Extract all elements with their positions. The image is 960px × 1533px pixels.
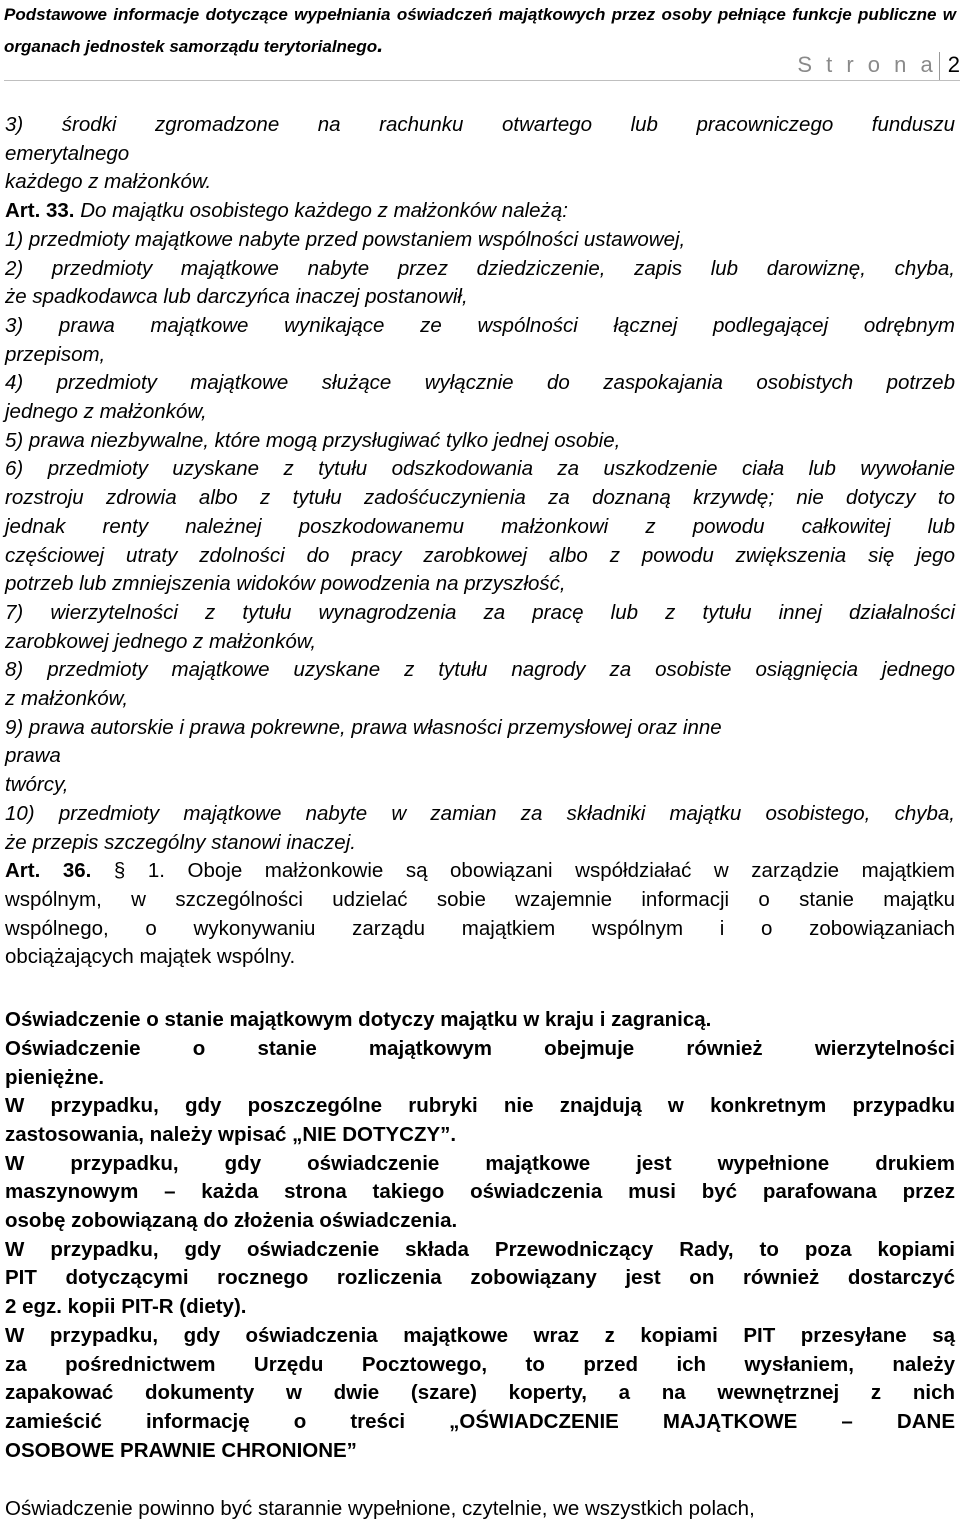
instruction-line: W przypadku, gdy poszczególne rubryki nie znajdują w konkretnym przypadku — [5, 1094, 955, 1118]
list-item: potrzeb lub zmniejszenia widoków powodzenia na przyszłość, — [5, 572, 566, 596]
list-item: częściowej utraty zdolności do pracy zarobkowej albo z powodu zwiększenia się jego — [5, 543, 955, 567]
list-item: twórcy, — [5, 773, 69, 797]
text-line: 3) środki zgromadzone na rachunku otwartego lub pracowniczego funduszu — [5, 113, 955, 136]
closing-paragraph — [5, 1495, 955, 1524]
article-36-heading: Art. 36. § 1. Oboje małżonkowie są obowiązani współdziałać w zarządzie majątkiem — [5, 859, 955, 883]
list-item: 7) wierzytelności z tytułu wynagrodzenia za pracę lub z tytułu innej działalności — [5, 600, 955, 624]
instruction-line: za pośrednictwem Urzędu Pocztowego, to przed ich wysłaniem, należy — [5, 1352, 955, 1376]
article-label: Art. 36. — [5, 859, 92, 883]
list-item: że spadkodawca lub darczyńca inaczej postanowił, — [5, 285, 468, 309]
text-line: emerytalnego — [5, 141, 130, 165]
instruction-line: pieniężne. — [5, 1065, 105, 1089]
page-separator — [939, 52, 940, 80]
list-item: 8) przedmioty majątkowe uzyskane z tytułu nagrody za osobiste osiągnięcia jednego — [5, 658, 955, 682]
text-line: Oświadczenie powinno być starannie wypełnione, czytelnie, we wszystkich polach, — [5, 1497, 755, 1521]
instruction-line: osobę zobowiązaną do złożenia oświadczenia. — [5, 1209, 458, 1233]
text-line: wspólnym, w szczególności udzielać sobie wzajemnie informacji o stanie majątku — [5, 887, 955, 911]
article-31-fragment — [5, 111, 955, 197]
instruction-line: zapakować dokumenty w dwie (szare) koperty, a na wewnętrznej z nich — [5, 1381, 955, 1405]
article-label: Art. 33. — [5, 199, 75, 223]
list-item: 5) prawa niezbywalne, które mogą przysługiwać tylko jednej osobie, — [5, 428, 621, 452]
list-item: 3) prawa majątkowe wynikające ze wspólności łącznej podlegającej odrębnym — [5, 313, 955, 337]
instruction-line: Oświadczenie o stanie majątkowym obejmuje również wierzytelności — [5, 1036, 955, 1060]
list-item: 10) przedmioty majątkowe nabyte w zamian za składniki majątku osobistego, chyba, — [5, 801, 955, 825]
page-number-indicator — [797, 50, 960, 80]
list-item: 6) przedmioty uzyskane z tytułu odszkodowania za uszkodzenie ciała lub wywołanie — [5, 457, 955, 481]
list-item: że przepis szczególny stanowi inaczej. — [5, 830, 356, 854]
instruction-line: Oświadczenie o stanie majątkowym dotyczy majątku w kraju i zagranicą. — [5, 1008, 712, 1032]
section-label: § 1. — [91, 859, 165, 883]
instruction-line: W przypadku, gdy oświadczenia majątkowe wraz z kopiami PIT przesyłane są — [5, 1323, 955, 1347]
list-item: 4) przedmioty majątkowe służące wyłącznie do zaspokajania osobistych potrzeb — [5, 371, 955, 395]
instruction-line: OSOBOWE PRAWNIE CHRONIONE” — [5, 1438, 357, 1462]
text-line: obciążających majątek wspólny. — [5, 945, 296, 969]
instruction-line: W przypadku, gdy oświadczenie majątkowe jest wypełnione drukiem — [5, 1151, 955, 1175]
list-item: 2) przedmioty majątkowe nabyte przez dziedziczenie, zapis lub darowiznę, chyba, — [5, 256, 955, 280]
list-item: jednego z małżonków, — [5, 400, 207, 424]
page-label: S t r o n a — [797, 52, 937, 77]
list-item: jednak renty należnej poszkodowanemu małżonkowi z powodu całkowitej lub — [5, 514, 955, 538]
text-line: wspólnego, o wykonywaniu zarządu majątkiem wspólnym i o zobowiązaniach — [5, 916, 955, 940]
instruction-line: W przypadku, gdy oświadczenie składa Przewodniczący Rady, to poza kopiami — [5, 1237, 955, 1261]
filling-instructions — [5, 1006, 955, 1465]
list-item: 9) prawa autorskie i prawa pokrewne, prawa własności przemysłowej oraz inne — [5, 715, 722, 739]
instruction-line: maszynowym – każda strona takiego oświadczenia musi być parafowana przez — [5, 1180, 955, 1204]
instruction-line: zastosowania, należy wpisać „NIE DOTYCZY”. — [5, 1122, 457, 1146]
article-36 — [5, 857, 955, 972]
instruction-line: PIT dotyczącymi rocznego rozliczenia zobowiązany jest on również dostarczyć — [5, 1266, 955, 1290]
instruction-line: 2 egz. kopii PIT-R (diety). — [5, 1295, 247, 1319]
list-item: 1) przedmioty majątkowe nabyte przed powstaniem wspólności ustawowej, — [5, 227, 686, 251]
list-item: zarobkowej jednego z małżonków, — [5, 629, 317, 653]
text-line: każdego z małżonków. — [5, 170, 212, 194]
list-item: rozstroju zdrowia albo z tytułu zadośćuczynienia za doznaną krzywdę; nie dotyczy to — [5, 486, 955, 510]
list-item: przepisom, — [5, 342, 106, 366]
article-33 — [5, 197, 955, 857]
list-item: z małżonków, — [5, 687, 129, 711]
header-divider — [4, 80, 960, 81]
page-number: 2 — [947, 52, 960, 77]
document-running-title: Podstawowe informacje dotyczące wypełniania oświadczeń majątkowych przez osoby pełniące funkcje publiczne w organach jednostek samorządu terytorialnego. — [4, 5, 956, 57]
article-33-heading: Art. 33. Do majątku osobistego każdego z małżonków należą: — [5, 199, 568, 223]
list-item: prawa — [5, 744, 61, 768]
instruction-line: zamieścić informację o treści „OŚWIADCZENIE MAJĄTKOWE – DANE — [5, 1409, 955, 1433]
document-body — [5, 111, 955, 1524]
